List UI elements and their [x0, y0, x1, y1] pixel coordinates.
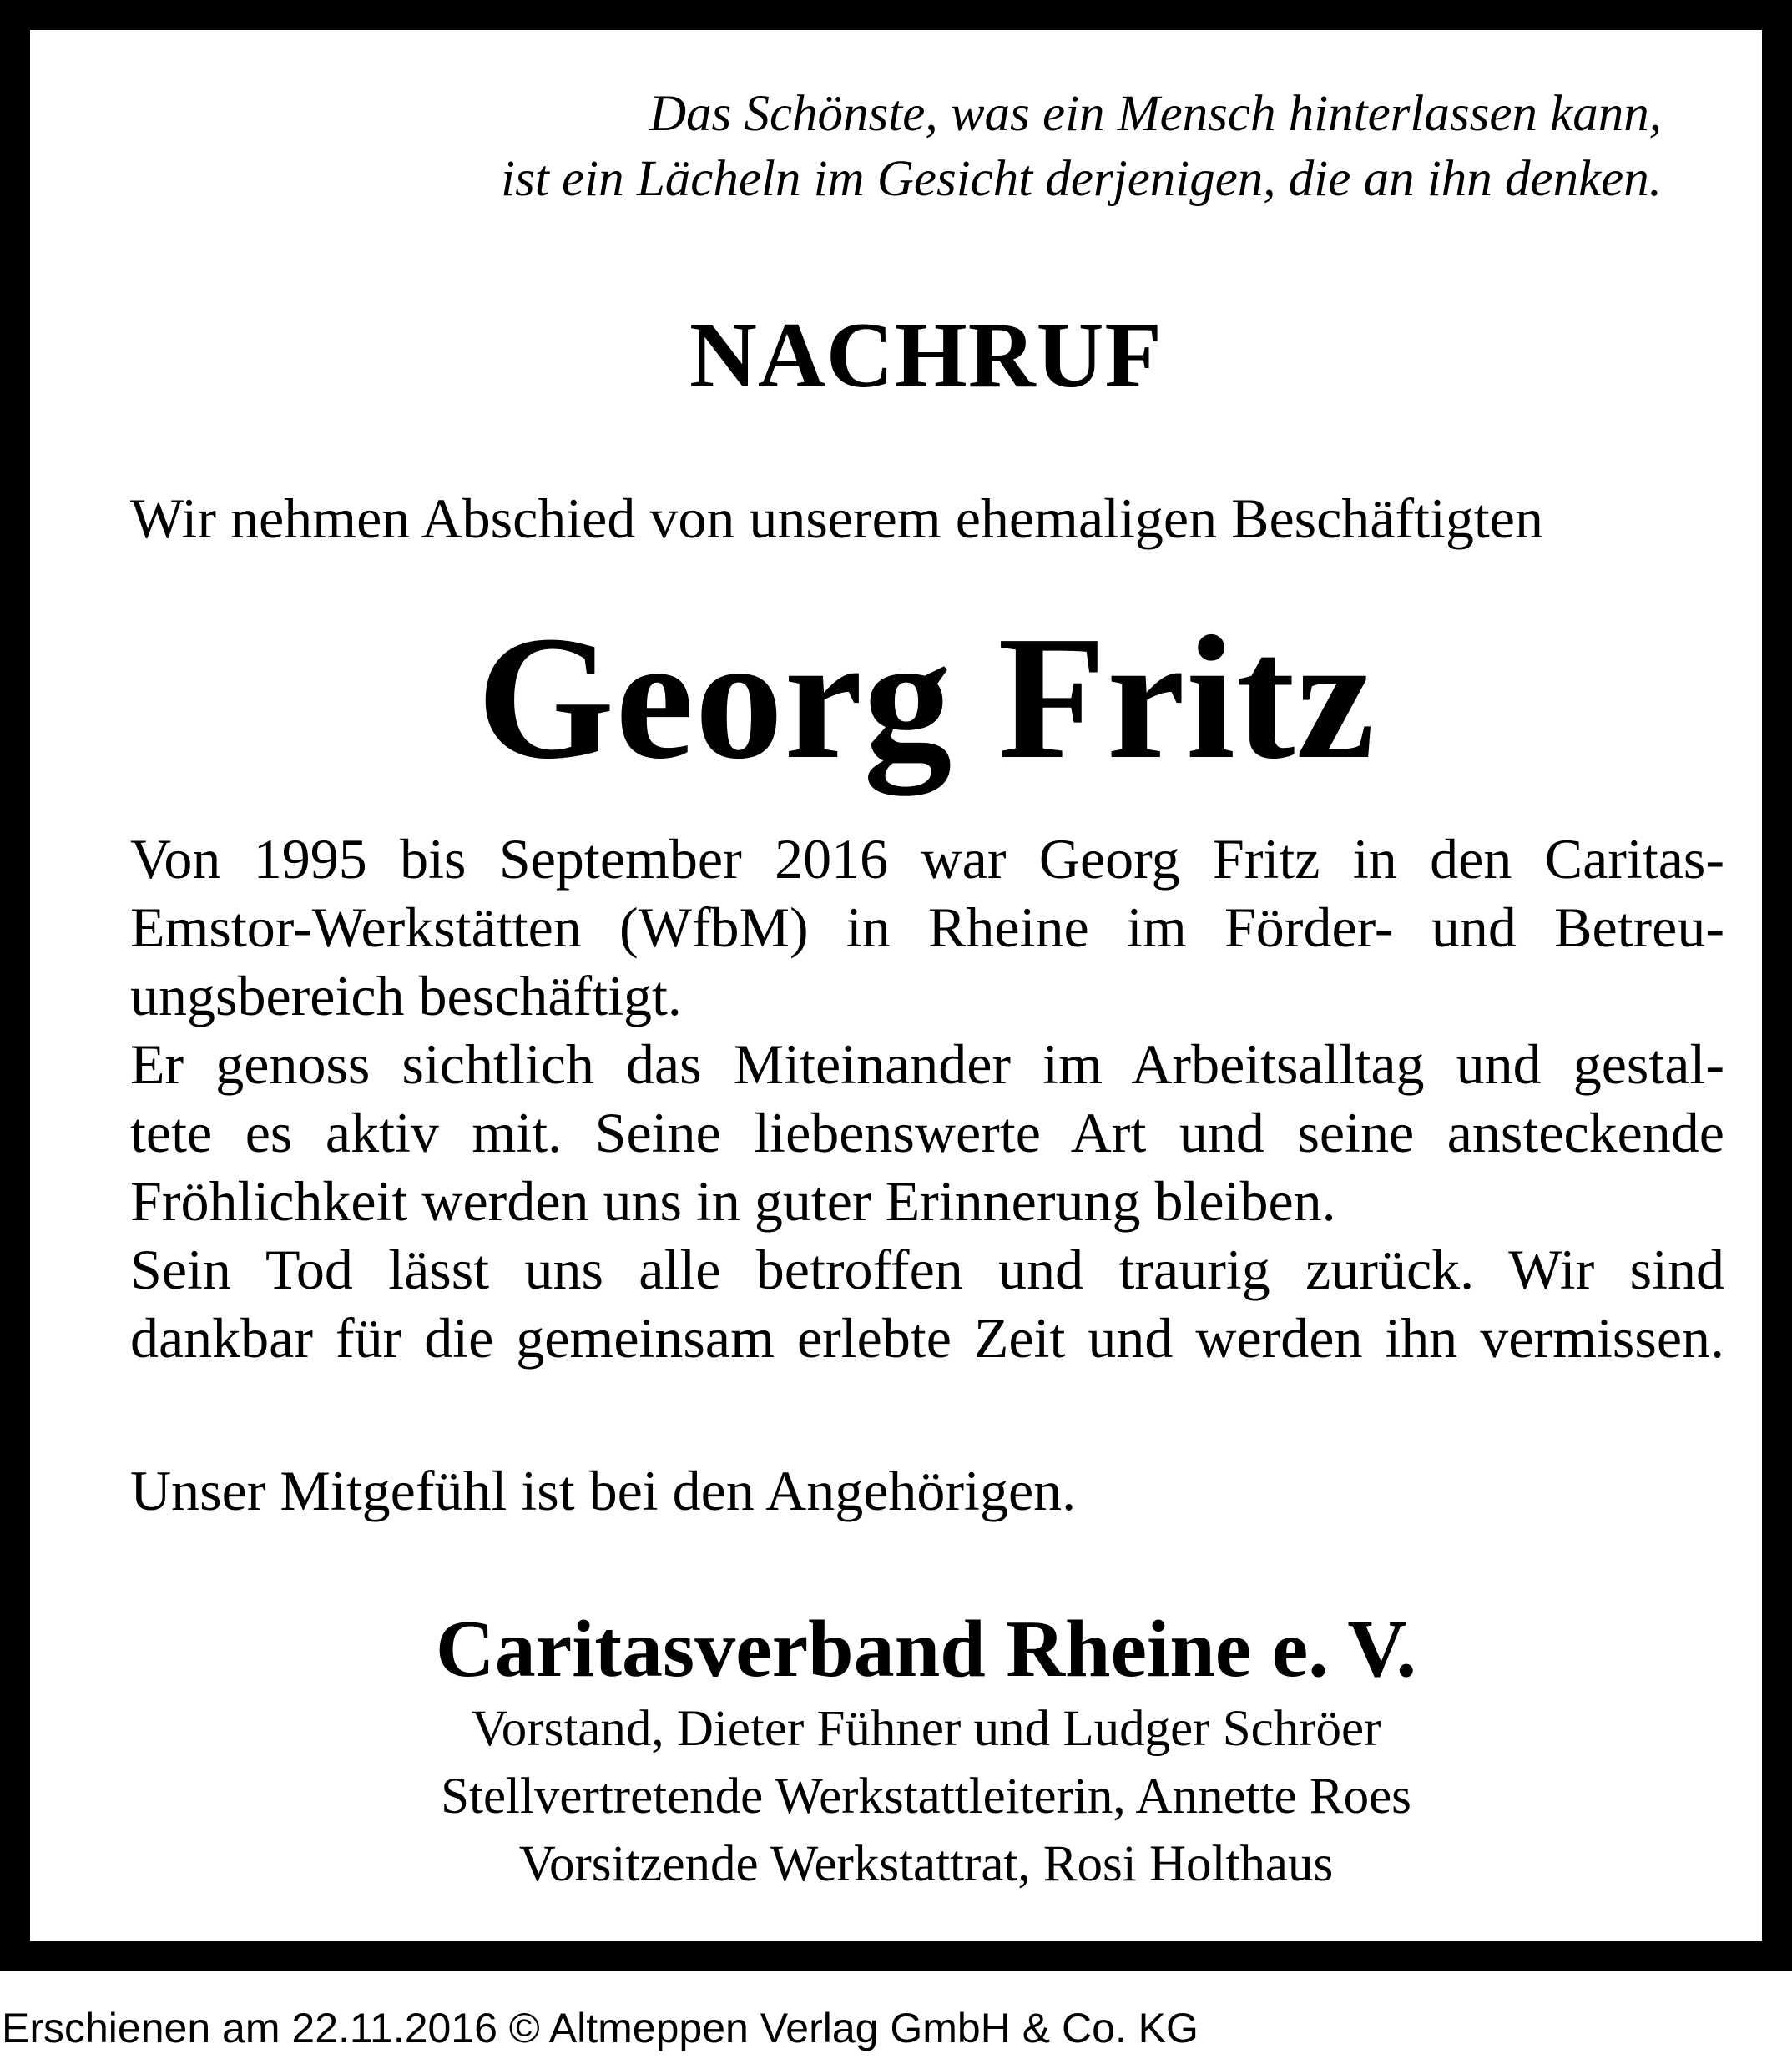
body-line: dankbar für die gemeinsam erlebte Zeit und werden ihn vermissen.: [130, 1306, 1724, 1370]
quote-line: ist ein Lächeln im Gesicht derjenigen, die an ihn denken.: [501, 151, 1662, 207]
signatory-line: Stellvertretende Werkstattleiterin, Annette Roes: [441, 1769, 1411, 1824]
organization-name: Caritasverband Rheine e. V.: [435, 1604, 1417, 1694]
intro-text: Wir nehmen Abschied von unserem ehemaligen Beschäftigten: [130, 487, 1543, 550]
signatory-line: Vorsitzende Werkstattrat, Rosi Holthaus: [518, 1836, 1334, 1892]
body-line: Emstor-Werkstätten (WfbM) in Rheine im Förder- und Betreu-: [130, 896, 1724, 959]
body-line: Er genoss sichtlich das Miteinander im Arbeitsalltag und gestal-: [130, 1032, 1724, 1096]
signatory-line: Vorstand, Dieter Fühner und Ludger Schröer: [471, 1701, 1381, 1757]
deceased-name: Georg Fritz: [477, 599, 1376, 795]
signatories: [30, 1695, 1792, 1898]
notice-heading: NACHRUF: [689, 304, 1163, 407]
body-line: Sein Tod lässt uns alle betroffen und traurig zurück. Wir sind: [130, 1238, 1724, 1301]
body-line: Von 1995 bis September 2016 war Georg Fritz in den Caritas-: [130, 827, 1724, 891]
body-line: ungsbereich beschäftigt.: [130, 964, 682, 1027]
quote-line: Das Schönste, was ein Mensch hinterlassen kann,: [649, 86, 1662, 142]
body-line: tete es aktiv mit. Seine liebenswerte Art und seine ansteckende: [130, 1101, 1724, 1164]
condolence-text: Unser Mitgefühl ist bei den Angehörigen.: [130, 1459, 1077, 1522]
publication-footer: Erschienen am 22.11.2016 © Altmeppen Verlag GmbH & Co. KG: [2, 2005, 1199, 2051]
obituary-body: [130, 825, 1724, 1372]
body-line: Fröhlichkeit werden uns in guter Erinnerung bleiben.: [130, 1169, 1336, 1233]
memorial-quote: [159, 82, 1662, 212]
